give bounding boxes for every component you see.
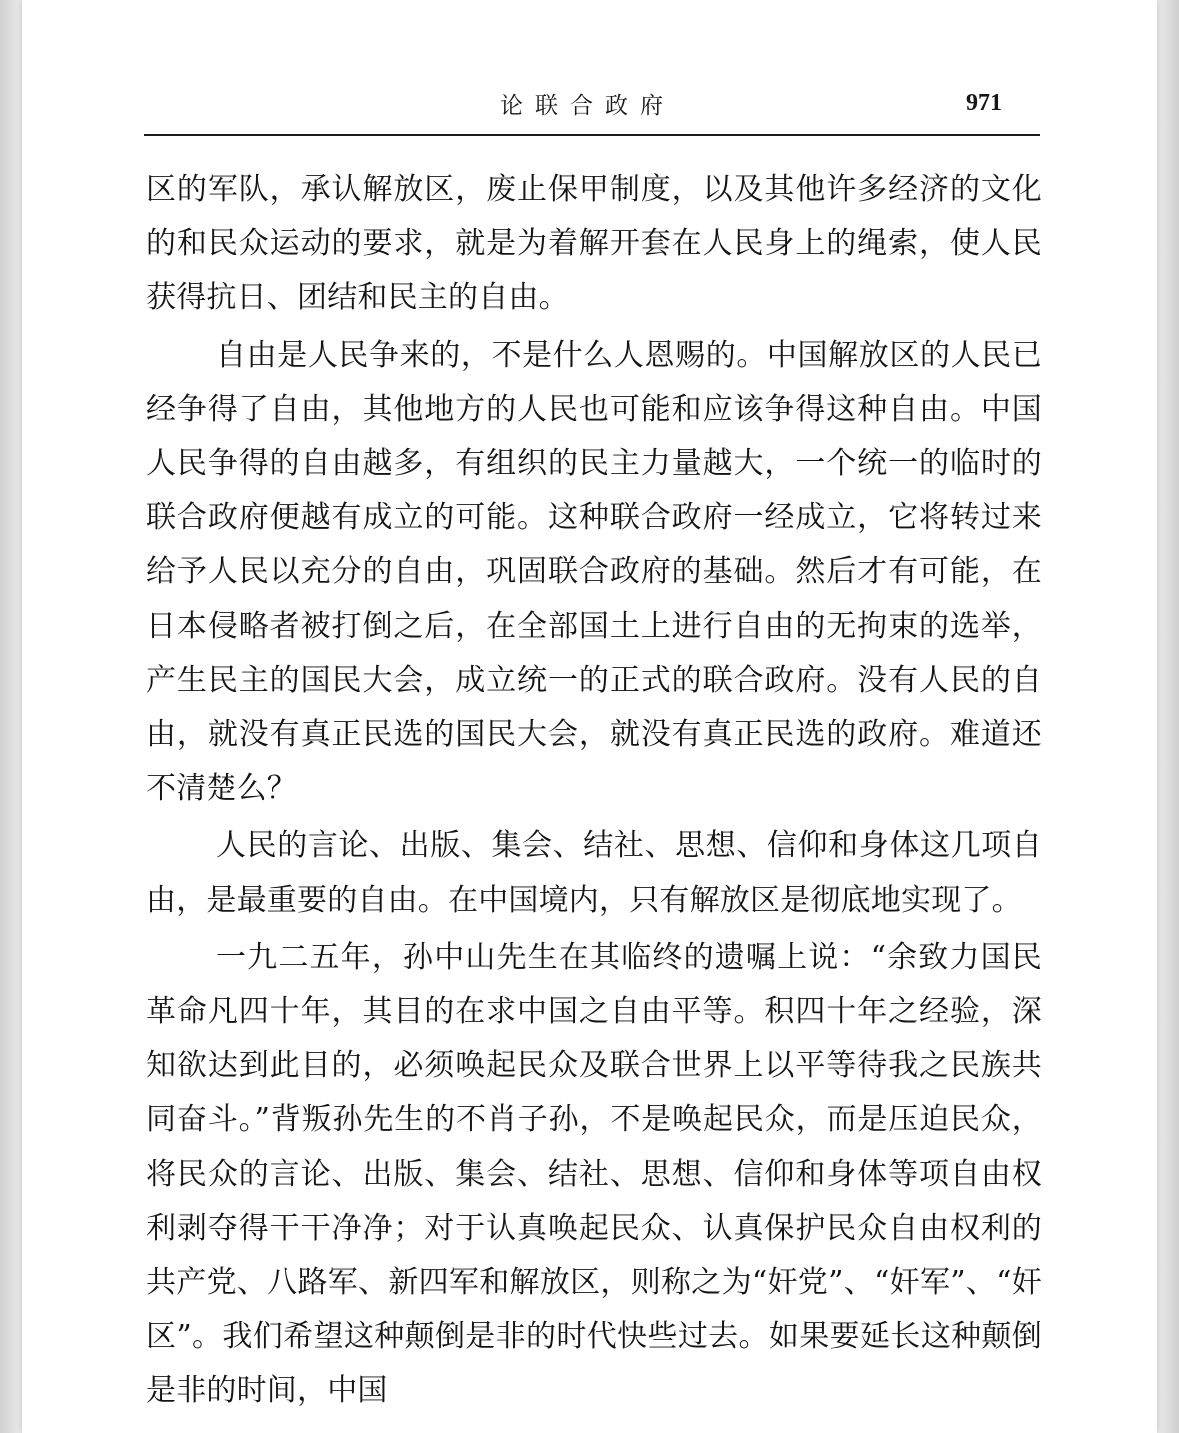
paragraph-freedom: 自由是人民争来的，不是什么人恩赐的。中国解放区的人民已经争得了自由，其他地方的人民也可能和应该争得这种自由。中国人民争得的自由越多，有组织的民主力量越大，一个统一的临时的联合政府便越有成立的可能。这种联合政府一经成立，它将转过来给予人民以充分的自由，巩固联合政府的基础。然后才有可能，在日本侵略者被打倒之后，在全部国土上进行自由的无拘束的选举，产生民主的国民大会，成立统一的正式的联合政府。没有人民的自由，就没有真正民选的国民大会，就没有真正民选的政府。难道还不清楚么？ (146, 337, 1042, 807)
running-header (22, 88, 1157, 124)
body-text (146, 163, 1042, 1422)
paragraph-sun-yat-sen: 一九二五年，孙中山先生在其临终的遗嘱上说：“余致力国民革命凡四十年，其目的在求中国之自由平等。积四十年之经验，深知欲达到此目的，必须唤起民众及联合世界上以平等待我之民族共同奋斗。”背叛孙先生的不肖子孙，不是唤起民众，而是压迫民众，将民众的言论、出版、集会、结社、思想、信仰和身体等项自由权利剥夺得干干净净；对于认真唤起民众、认真保护民众自由权利的共产党、八路军、新四军和解放区，则称之为“奸党”、“奸军”、“奸区”。我们希望这种颠倒是非的时代快些过去。如果要延长这种颠倒是非的时间，中国 (146, 939, 1042, 1409)
paragraph-continued: 区的军队，承认解放区，废止保甲制度，以及其他许多经济的文化的和民众运动的要求，就是为着解开套在人民身上的绳索，使人民获得抗日、团结和民主的自由。 (146, 172, 1042, 316)
book-page (22, 0, 1157, 1433)
paragraph-liberties: 人民的言论、出版、集会、结社、思想、信仰和身体这几项自由，是最重要的自由。在中国境内，只有解放区是彻底地实现了。 (146, 828, 1042, 918)
page-number: 971 (966, 90, 1002, 116)
header-rule (144, 134, 1040, 136)
running-title: 论联合政府 (500, 93, 675, 119)
